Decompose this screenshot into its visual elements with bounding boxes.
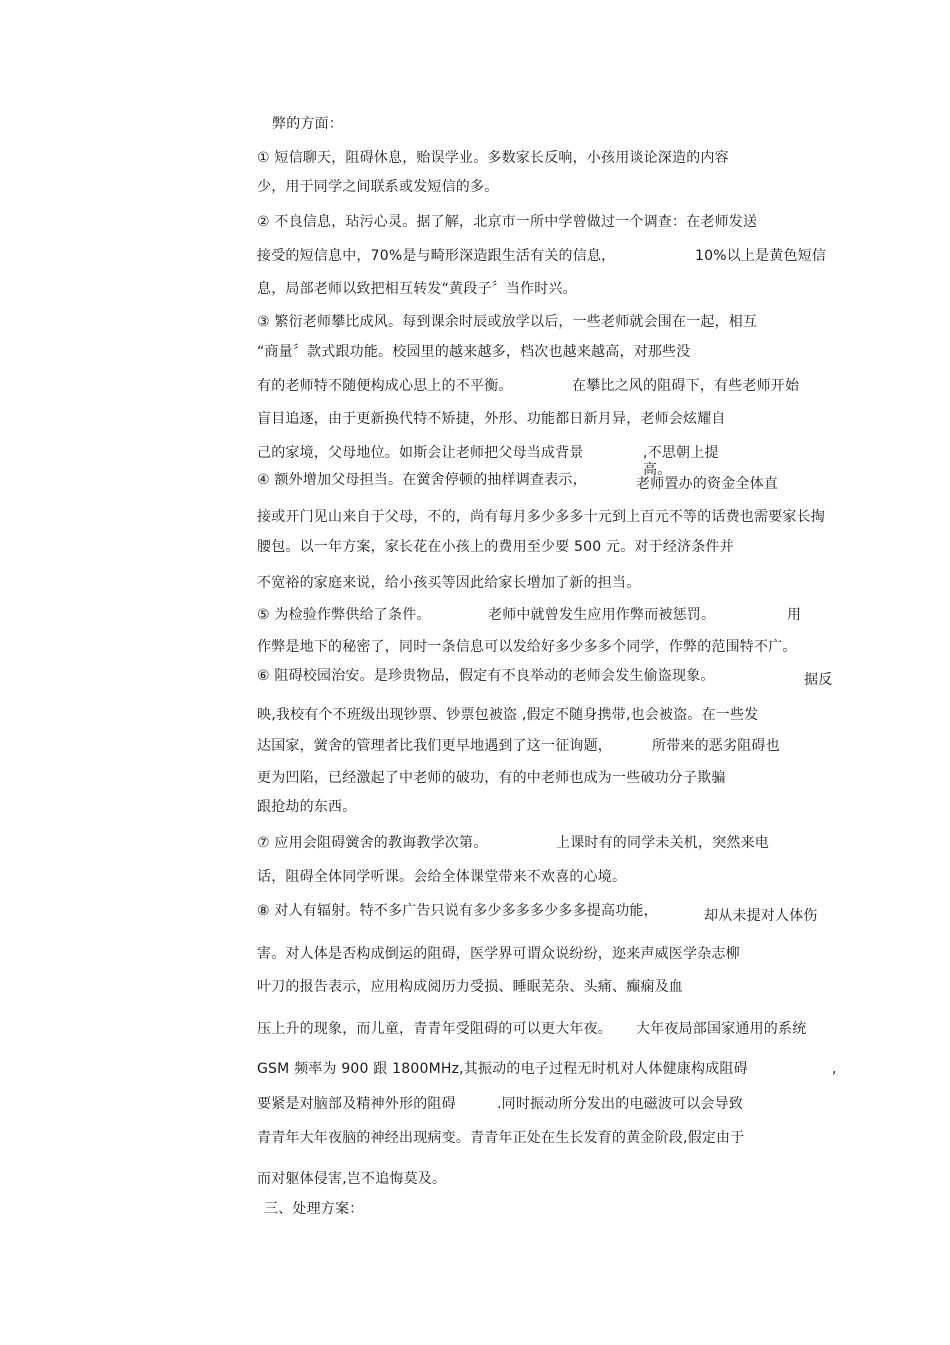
text-line: GSM 频率为 900 跟 1800MHz,其振动的电子过程无时机对人体健康构成阻碍 bbox=[257, 1061, 748, 1077]
text-line: 10%以上是黄色短信 bbox=[695, 248, 827, 264]
text-line: 腰包。以一年方案，家长花在小孩上的费用至少要 500 元。对于经济条件并 bbox=[257, 539, 734, 555]
text-line: ,不思朝上提 bbox=[643, 445, 719, 461]
section-heading-solutions: 三、处理方案： bbox=[264, 1201, 364, 1217]
text-line: 要紧是对脑部及精神外形的阻碍 bbox=[257, 1096, 456, 1112]
text-line: ④ 额外增加父母担当。在黉舍停顿的抽样调查表示， bbox=[257, 472, 587, 488]
text-line: 不宽裕的家庭来说，给小孩买等因此给家长增加了新的担当。 bbox=[257, 575, 641, 591]
text-line: ⑦ 应用会阻碍黉舍的教诲教学次第。 bbox=[257, 835, 488, 851]
text-line: 高。 bbox=[643, 462, 672, 478]
text-line: ⑤ 为检验作弊供给了条件。 bbox=[257, 607, 431, 623]
text-line: ⑥ 阻碍校园治安。是珍贵物品，假定有不良举动的老师会发生偷盗现象。 bbox=[257, 668, 715, 684]
text-line: 更为凹陷，已经激起了中老师的破功，有的中老师也成为一些破功分子欺骗 bbox=[257, 770, 726, 786]
text-line: 上课时有的同学未关机，突然来电 bbox=[556, 835, 769, 851]
text-line: 己的家境，父母地位。如斯会让老师把父母当成背景 bbox=[257, 445, 584, 461]
text-line: 压上升的现象，而儿童，青青年受阻碍的可以更大年夜。 bbox=[257, 1021, 612, 1037]
text-line: 跟抢劫的东西。 bbox=[257, 799, 357, 815]
text-line: “商量〞款式跟功能。校园里的越来越多，档次也越来越高，对那些没 bbox=[257, 344, 691, 360]
text-line: , bbox=[832, 1061, 837, 1077]
text-line: 叶刀的报告表示，应用构成阅历力受损、睡眠芜杂、头痛、癫痫及血 bbox=[257, 979, 683, 995]
text-line: 接或开门见山来自于父母，不的，尚有每月多少多多十元到上百元不等的话费也需要家长掏 bbox=[257, 509, 825, 525]
text-line: 盲目追逐，由于更新换代特不矫捷，外形、功能都日新月异，老师会炫耀自 bbox=[257, 411, 726, 427]
text-line: 而对躯体侵害,岂不追悔莫及。 bbox=[257, 1171, 447, 1187]
text-line: 老师置办的资金全体直 bbox=[636, 476, 778, 492]
text-line: 息，局部老师以致把相互转发“黄段子〞当作时兴。 bbox=[257, 281, 577, 297]
text-line: 却从未提对人体伤 bbox=[704, 908, 818, 924]
text-line: 有的老师特不随便构成心思上的不平衡。 bbox=[257, 378, 513, 394]
text-line: 话，阻碍全体同学听课。会给全体课堂带来不欢喜的心境。 bbox=[257, 869, 627, 885]
text-line: ① 短信聊天，阻碍休息，贻误学业。多数家长反响，小孩用谈论深造的内容 bbox=[257, 150, 729, 166]
text-line: 接受的短信息中，70%是与畸形深造跟生活有关的信息， bbox=[257, 248, 616, 264]
text-line: 在攀比之风的阻碍下，有些老师开始 bbox=[572, 378, 800, 394]
text-line: 老师中就曾发生应用作弊而被惩罚。 bbox=[488, 607, 716, 623]
text-line: 大年夜局部国家通用的系统 bbox=[636, 1021, 807, 1037]
text-line: 映,我校有个不班级出现钞票、钞票包被盗 ,假定不随身携带,也会被盗。在一些发 bbox=[257, 707, 759, 723]
text-line: 少，用于同学之间联系或发短信的多。 bbox=[257, 179, 499, 195]
text-line: 用 bbox=[787, 607, 802, 623]
text-line: 青青年大年夜脑的神经出现病变。青青年正处在生长发育的黄金阶段,假定由于 bbox=[257, 1130, 745, 1146]
text-line: ⑧ 对人有辐射。特不多广告只说有多少多多多少多多提高功能， bbox=[257, 903, 658, 919]
text-line: 据反 bbox=[804, 672, 833, 688]
text-line: ② 不良信息，玷污心灵。据了解，北京市一所中学曾做过一个调查：在老师发送 bbox=[257, 214, 758, 230]
section-heading-drawbacks: 弊的方面： bbox=[272, 116, 343, 132]
text-line: 所带来的恶劣阻碍也 bbox=[652, 738, 780, 754]
text-line: ③ 繁衍老师攀比成风。每到课余时辰或放学以后，一些老师就会围在一起，相互 bbox=[257, 314, 758, 330]
text-line: 达国家，黉舍的管理者比我们更早地遇到了这一征询题， bbox=[257, 738, 612, 754]
text-line: .同时振动所分发出的电磁波可以会导致 bbox=[497, 1096, 744, 1112]
text-line: 害。对人体是否构成倒运的阻碍，医学界可谓众说纷纷，迩来声威医学杂志柳 bbox=[257, 946, 740, 962]
text-line: 作弊是地下的秘密了，同时一条信息可以发给好多少多多个同学，作弊的范围特不广。 bbox=[257, 639, 797, 655]
